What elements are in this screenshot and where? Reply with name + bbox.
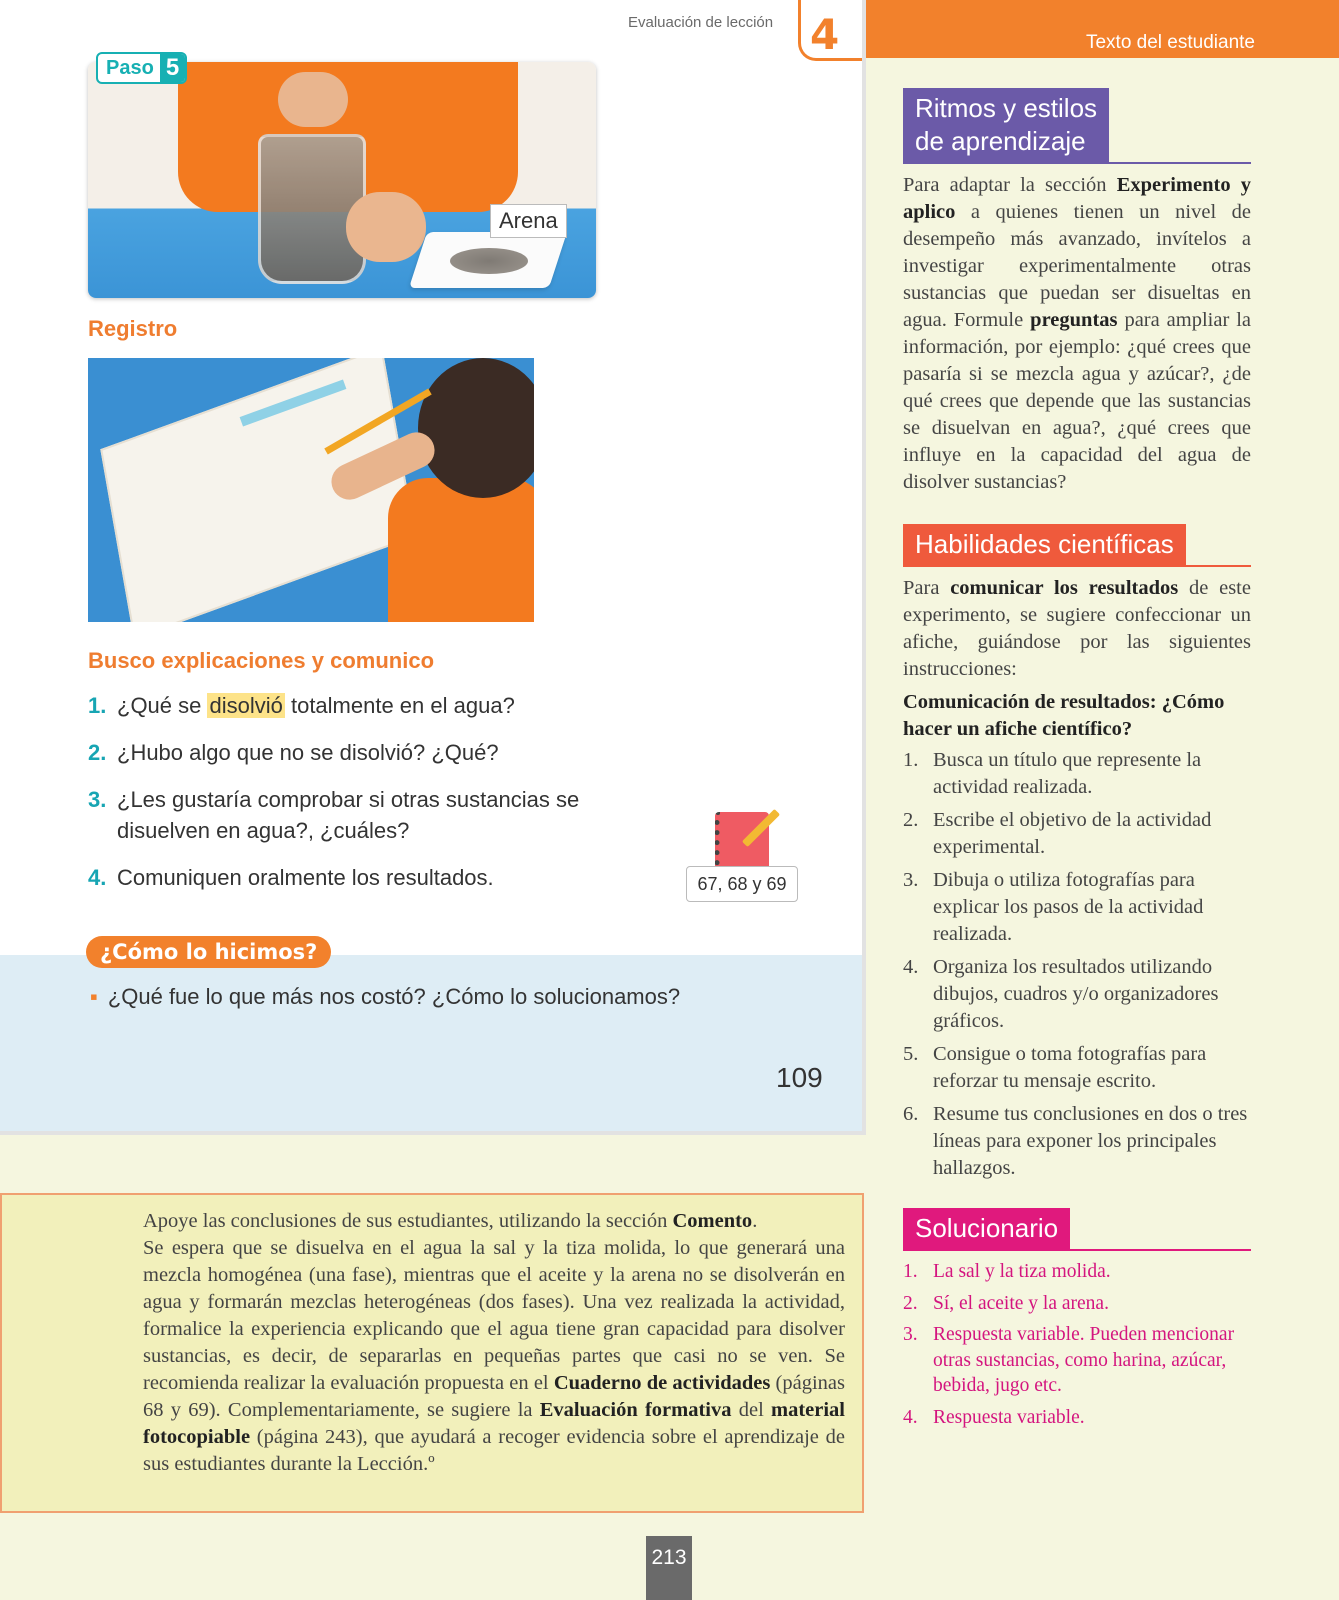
question-text-post: totalmente en el agua? <box>284 693 515 718</box>
teacher-header <box>866 0 1339 58</box>
paso-number: 5 <box>160 54 185 82</box>
list-item: 4. Respuesta variable. <box>903 1406 1085 1428</box>
question-item <box>88 784 648 846</box>
question-text: ¿Hubo algo que no se disolvió? ¿Qué? <box>117 740 499 765</box>
ritmos-title-line: Ritmos y estilos <box>915 93 1098 123</box>
kid-head-shape <box>418 358 534 498</box>
list-item: 3. Dibuja o utiliza fotografías para explicar los pasos de la actividad realizada. <box>903 869 1204 945</box>
highlighted-word: disolvió <box>209 693 283 718</box>
question-item <box>88 737 648 768</box>
teacher-note-text: Apoye las conclusiones de sus estudiantes, utilizando la sección Comento. Se espera que se disuelva en el agua la sal y la tiza molida, lo que generará una mezcla homogénea (una fase), mientras que el aceite y la arena no se disolverán en agua y formarán mezclas heterogéneas (dos fases). Una vez realizada la actividad, formalice la experiencia explicando que el agua tiene gran capacidad para disolver sustancias, es decir, de separarlas en pequeñas partes que casi no se ven. Se recomienda realizar la evaluación propuesta en el Cuaderno de actividades (páginas 68 y 69). Complementariamente, se sugiere la Evaluación formativa del material fotocopiable (página 243), que ayudará a recoger evidencia sobre el aprendizaje de sus estudiantes durante la Lección.º <box>143 1210 845 1475</box>
evaluation-label: Evaluación de lección <box>628 14 774 31</box>
reflection-question-text: ¿Qué fue lo que más nos costó? ¿Cómo lo solucionamos? <box>107 984 681 1009</box>
list-item: 6. Resume tus conclusiones en dos o tres líneas para exponer los principales hallazgos. <box>903 1103 1248 1179</box>
solucionario-title: Solucionario <box>903 1208 1070 1249</box>
pencil-icon <box>742 809 780 847</box>
question-text: ¿Les gustaría comprobar si otras sustancias se disuelven en agua?, ¿cuáles? <box>117 787 580 843</box>
busco-title: Busco explicaciones y comunico <box>88 648 435 673</box>
question-number: 4. <box>88 865 107 890</box>
kid-body-shape <box>388 478 534 622</box>
reflection-question <box>90 984 680 1010</box>
list-item: 2. Escribe el objetivo de la actividad experimental. <box>903 809 1212 858</box>
question-text <box>117 690 515 721</box>
list-item: 2. Sí, el aceite y la arena. <box>903 1292 1109 1314</box>
ritmos-title <box>903 88 1109 162</box>
teacher-header-label: Texto del estudiante <box>1085 32 1255 53</box>
guide-page-number: 213 <box>646 1536 692 1600</box>
student-page <box>0 0 866 1135</box>
como-lo-hicimos-badge: ¿Cómo lo hicimos? <box>86 936 331 968</box>
solucionario-section <box>903 1208 1251 1436</box>
sand-shape <box>450 248 528 274</box>
question-text: Comuniquen oralmente los resultados. <box>117 865 494 890</box>
habilidades-title: Habilidades científicas <box>903 524 1186 565</box>
question-item <box>88 862 648 893</box>
question-number: 2. <box>88 740 107 765</box>
habilidades-section <box>903 524 1251 1188</box>
question-item <box>88 690 648 721</box>
question-number: 1. <box>88 693 107 718</box>
list-item: 3. Respuesta variable. Pueden mencionar otras sustancias, como harina, azúcar, bebida, jugo etc. <box>903 1324 1235 1396</box>
ritmos-section <box>903 88 1251 496</box>
list-item: 4. Organiza los resultados utilizando dibujos, cuadros y/o organizadores gráficos. <box>903 956 1219 1032</box>
ritmos-paragraph: Para adaptar la sección Experimento y aplico a quienes tienen un nivel de desempeño más avanzado, invítelos a investigar experimentalmente otras sustancias que puedan ser disueltas en agua. Formule preguntas para ampliar la información, por ejemplo: ¿qué crees que pasaría si se mezcla agua y azúcar?, ¿de qué crees que depende que las sustancias se disuelvan en agua?, ¿qué crees que influye en la capacidad del agua de disolver sustancias? <box>903 174 1251 493</box>
question-number: 3. <box>88 787 107 812</box>
reflection-band <box>0 955 864 1131</box>
ritmos-title-line: de aprendizaje <box>915 126 1086 156</box>
notebook-icon <box>715 812 769 874</box>
divider <box>903 565 1251 567</box>
bullet-icon: ▪ <box>90 984 98 1009</box>
habilidades-paragraph: Para comunicar los resultados de este experimento, se sugiere confeccionar un afiche, guiándose por las siguientes instrucciones: <box>903 577 1251 680</box>
student-page-number: 109 <box>776 1062 823 1093</box>
divider <box>903 1249 1251 1251</box>
hand-shape <box>346 192 426 262</box>
lesson-number: 4 <box>810 10 840 59</box>
registro-title: Registro <box>88 316 178 341</box>
notebook-photo <box>88 358 534 622</box>
solucionario-list <box>903 1259 1251 1430</box>
arena-label: Arena <box>490 204 567 238</box>
afiche-steps <box>903 747 1251 1182</box>
paso-badge <box>96 52 187 84</box>
habilidades-subtitle: Comunicación de resultados: ¿Cómo hacer un afiche científico? <box>903 691 1225 740</box>
hand-shape <box>278 72 348 127</box>
list-item: 5. Consigue o toma fotografías para reforzar tu mensaje escrito. <box>903 1043 1207 1092</box>
list-item: 1. Busca un título que represente la actividad realizada. <box>903 749 1202 798</box>
list-item: 1. La sal y la tiza molida. <box>903 1261 1111 1282</box>
experiment-photo <box>88 62 596 298</box>
divider <box>903 162 1251 164</box>
activity-pages-ref: 67, 68 y 69 <box>686 866 798 902</box>
question-text-pre: ¿Qué se <box>117 693 208 718</box>
paso-label: Paso <box>106 56 154 79</box>
question-list <box>88 690 648 909</box>
